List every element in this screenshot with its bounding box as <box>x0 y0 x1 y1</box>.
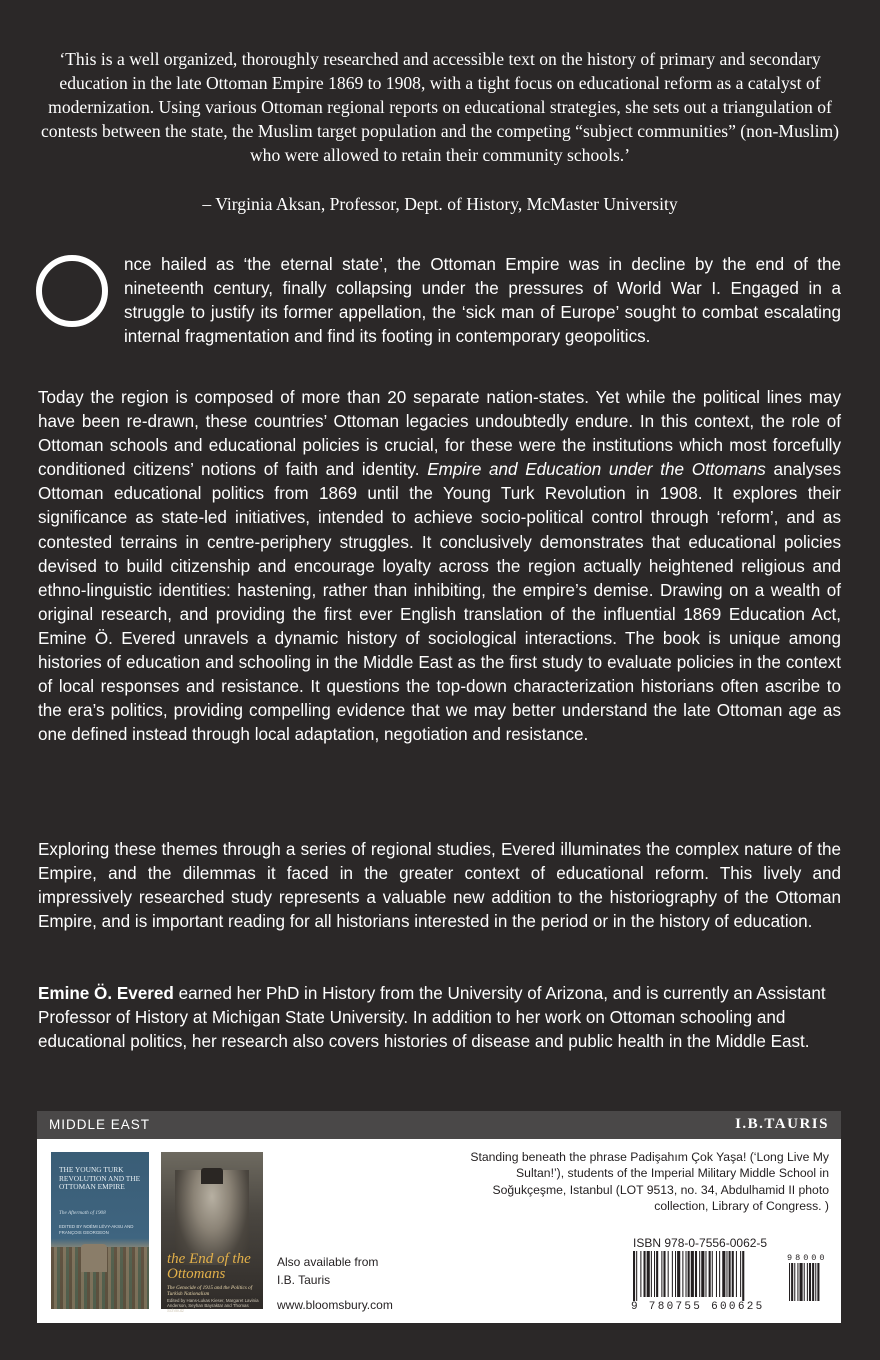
related-book-cover-2 <box>161 1152 263 1313</box>
publisher-logo: I.B.TAURIS <box>735 1116 829 1132</box>
also-available-text <box>277 1253 378 1289</box>
blurb-paragraph-2-part-b: analyses Ottoman educational politics from 1869 until the Young Turk Revolution in 1908. It explores their significance as state-led initiatives, intended to achieve socio-political control through ‘reform’, and as contested terrains in centre-periphery struggles. It conclusively demonstrates that educational policies devised to build citizenship and encourage loyalty across the region actually heightened religious and ethno-linguistic identities: hastening, rather than inhibiting, the empire’s demise. Drawing on a wealth of original research, and providing the first ever English translation of the influential 1869 Education Act, Emine Ö. Evered unravels a dynamic history of sociological interactions. The book is unique among histories of education and schooling in the Middle East as the first study to evaluate policies in the context of local responses and resistance. It questions the top-down characterization historians often ascribe to the era’s politics, providing compelling evidence that we may better understand the late Ottoman age as one defined instead through local adaptation, negotiation and resistance. <box>38 460 841 745</box>
barcode-digits: 9 780755 600625 <box>631 1301 765 1313</box>
related-book-2-subtitle: The Genocide of 1915 and the Politics of Turkish Nationalism <box>167 1285 253 1297</box>
monument-icon <box>81 1244 107 1272</box>
price-code: 98000 <box>787 1253 828 1263</box>
isbn-label: ISBN 978-0-7556-0062-5 <box>633 1236 768 1250</box>
related-book-1-title: THE YOUNG TURK REVOLUTION AND THE OTTOMAN EMPIRE <box>59 1165 141 1192</box>
related-book-2-editors: Edited by Hans-Lukas Kieser, Margaret Lavinia Anderson, Seyhan Bayraktar and Thomas Schmutz <box>167 1298 259 1313</box>
author-bio-text: earned her PhD in History from the University of Arizona, and is currently an Assistant Professor of History at Michigan State University. In addition to her work on Ottoman schooling and educational politics, her research also covers histories of disease and public health in the Middle East. <box>38 984 826 1052</box>
book-title-italic: Empire and Education under the Ottomans <box>427 460 766 480</box>
blurb-paragraph-1 <box>38 253 841 349</box>
author-bio <box>38 982 841 1054</box>
endorsement-quote: ‘This is a well organized, thoroughly researched and accessible text on the history of primary and secondary education in the late Ottoman Empire 1869 to 1908, with a tight focus on educational reform as a catalyst of modernization. Using various Ottoman regional reports on educational strategies, she sets out a triangulation of contests between the state, the Muslim target population and the competing “subject communities” (non-Muslim) who were allowed to retain their community schools.’ <box>40 49 840 165</box>
fez-icon <box>201 1168 223 1184</box>
related-book-1-editors: EDITED BY NOÉMI LÉVY-AKSU AND FRANÇOIS GEORGEON <box>59 1224 134 1235</box>
blurb-paragraph-3: Exploring these themes through a series of regional studies, Evered illuminates the complex nature of the Empire, and the dilemmas it faced in the greater context of educational reform. This lively and impressively researched study represents a valuable new addition to the historiography of the Ottoman Empire, and is important reading for all historians interested in the period or in the history of education. <box>38 840 841 932</box>
endorsement-attribution: – Virginia Aksan, Professor, Dept. of History, McMaster University <box>202 194 678 214</box>
blurb-paragraph-2 <box>38 386 841 747</box>
cover-photo-caption: Standing beneath the phrase Padişahım Çok Yaşa! (‘Long Live My Sultan!’), students of the Imperial Military Middle School in Soğukçeşme, Istanbul (LOT 9513, no. 34, Abdulhamid II photo collection, Library of Congress. ) <box>470 1150 829 1213</box>
blurb-paragraph-2-part-a: Today the region is composed of more than 20 separate nation-states. Yet while the political lines may have been re-drawn, these countries’ Ottoman legacies undoubtedly endure. In this context, the role of Ottoman schools and educational policies is crucial, for these were the institutions which most forcefully conditioned citizens’ notions of faith and identity. <box>38 388 841 480</box>
also-available-line-1: Also available from <box>277 1255 379 1269</box>
related-book-2-title: the End of the Ottomans <box>167 1251 251 1282</box>
related-book-1-subtitle: The Aftermath of 1908 <box>59 1210 106 1216</box>
back-cover-footer <box>37 1139 841 1323</box>
author-name: Emine Ö. Evered <box>38 984 174 1003</box>
publisher-website-link[interactable]: www.bloomsbury.com <box>277 1298 393 1312</box>
blurb-paragraph-1-text: nce hailed as ‘the eternal state’, the Ottoman Empire was in decline by the end of the nineteenth century, finally collapsing under the pressures of World War I. Engaged in a struggle to justify its former appellation, the ‘sick man of Europe’ sought to combat escalating internal fragmentation and find its footing in contemporary geopolitics. <box>124 255 841 347</box>
isbn-barcode <box>631 1251 829 1315</box>
also-available-line-2: I.B. Tauris <box>277 1273 331 1287</box>
category-band <box>37 1111 841 1139</box>
dropcap-o-icon <box>36 255 108 327</box>
category-label: MIDDLE EAST <box>49 1117 151 1132</box>
related-book-cover-1 <box>51 1152 149 1309</box>
